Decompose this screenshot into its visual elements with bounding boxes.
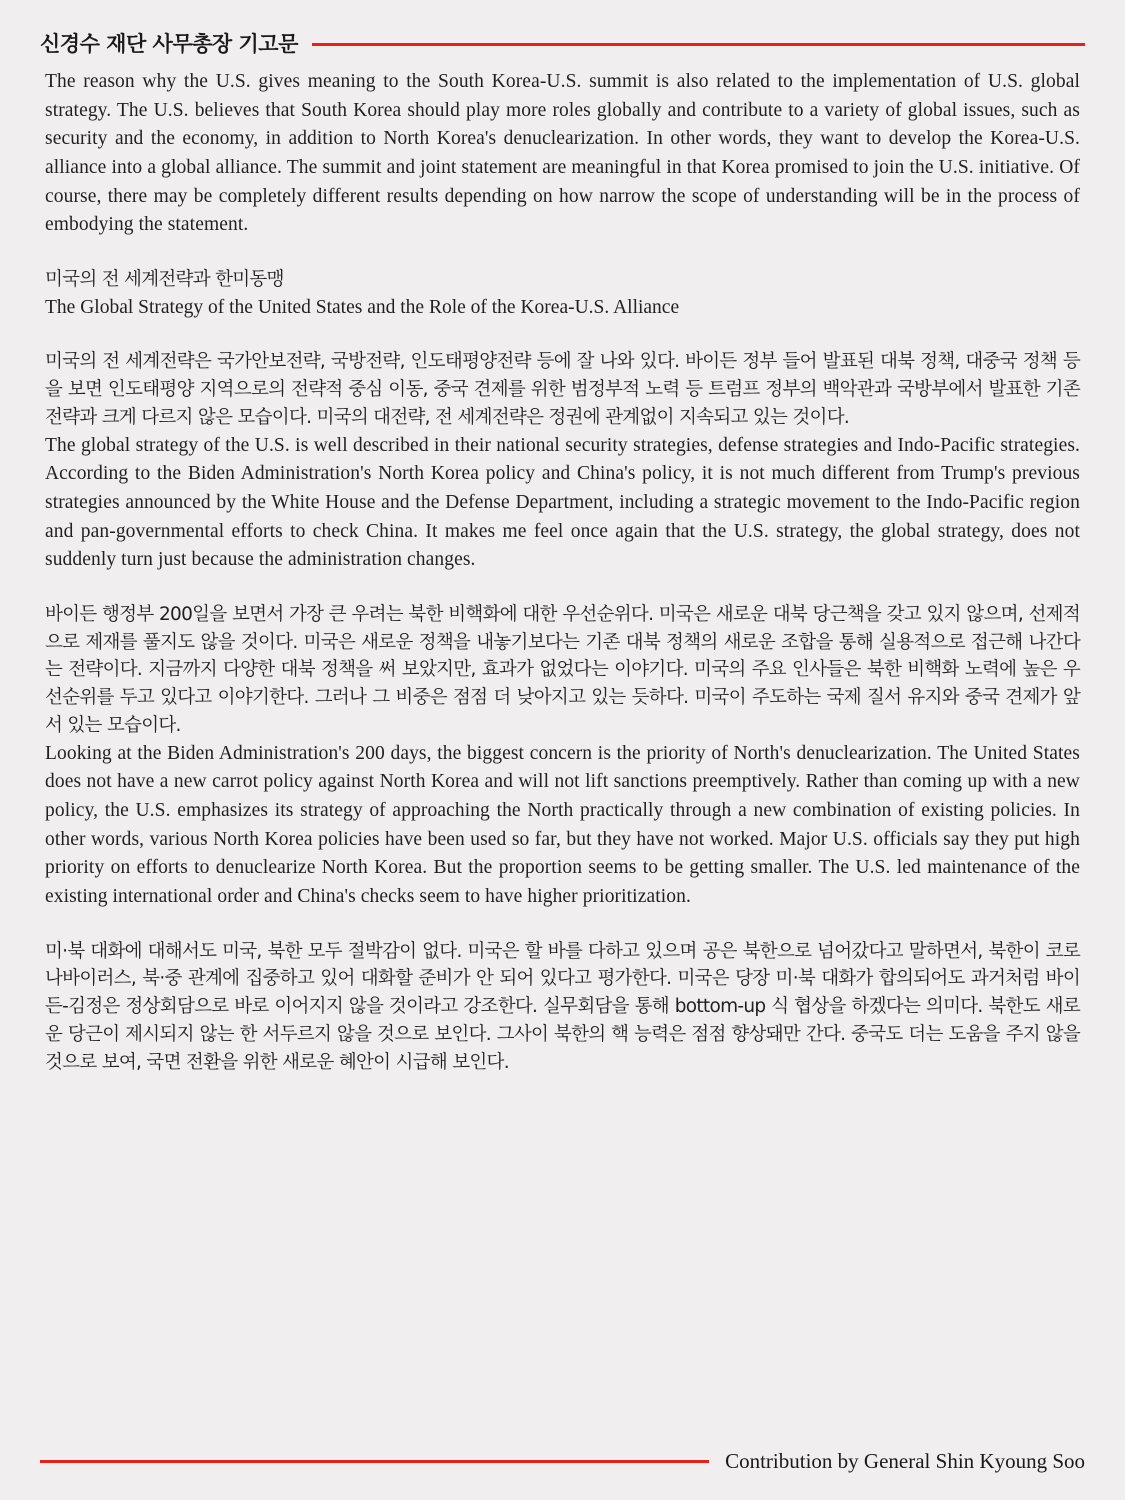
paragraph-intro-en: The reason why the U.S. gives meaning to the South Korea-U.S. summit is also related to the implementation of U.S. global strategy. The U.S. believes that South Korea should play more roles globally and contribute to a variety of global issues, such as security and the economy, in addition to North Korea's denuclearization. In other words, they want to develop the Korea-U.S. alliance into a global alliance. The summit and joint statement are meaningful in that Korea promised to join the U.S. initiative. Of course, there may be completely different results depending on how narrow the scope of understanding will be in the process of embodying the statement.	[45, 71, 1080, 236]
document-header	[40, 28, 1085, 58]
spacer	[45, 575, 1080, 601]
page-title: 신경수 재단 사무총장 기고문	[40, 32, 298, 56]
paragraph-1-en: The global strategy of the U.S. is well described in their national security strategies, defense strategies and Indo-Pacific strategies. According to the Biden Administration's North Korea policy and China's policy, it is not much different from Trump's previous strategies announced by the White House and the Defense Department, including a strategic movement to the Indo-Pacific region and pan-governmental efforts to check China. It makes me feel once again that the U.S. strategy, the global strategy, does not suddenly turn just because the administration changes.	[45, 434, 1080, 571]
paragraph-2-ko: 바이든 행정부 200일을 보면서 가장 큰 우려는 북한 비핵화에 대한 우선순위다. 미국은 새로운 대북 당근책을 갖고 있지 않으며, 선제적으로 제재를 풀지도 않을 것이다. 미국은 새로운 정책을 내놓기보다는 기존 대북 정책의 새로운 조합을 통해 실용적으로 접근해 나간다는 전략이다. 지금까지 다양한 대북 정책을 써 보았지만, 효과가 없었다는 이야기다. 미국의 주요 인사들은 북한 비핵화 노력에 높은 우선순위를 두고 있다고 이야기한다. 그러나 그 비중은 점점 더 낮아지고 있는 듯하다. 미국이 주도하는 국제 질서 유지와 중국 견제가 앞서 있는 모습이다.	[45, 603, 1080, 736]
spacer	[45, 240, 1080, 266]
header-divider	[312, 43, 1085, 46]
document-footer	[40, 1449, 1085, 1474]
spacer	[45, 912, 1080, 938]
paragraph-2-en: Looking at the Biden Administration's 200 days, the biggest concern is the priority of North's denuclearization. The United States does not have a new carrot policy against North Korea and will not lift sanctions preemptively. Rather than coming up with a new policy, the U.S. emphasizes its strategy of approaching the North practically through a new combination of existing policies. In other words, various North Korea policies have been used so far, but they have not worked. Major U.S. officials say they put high priority on efforts to denuclearize North Korea. But the proportion seems to be getting smaller. The U.S. led maintenance of the existing international order and China's checks seem to have higher prioritization.	[45, 742, 1080, 907]
contribution-credit: Contribution by General Shin Kyoung Soo	[725, 1449, 1085, 1473]
section-subheading-ko: 미국의 전 세계전략과 한미동맹	[45, 268, 284, 290]
paragraph-3-ko: 미·북 대화에 대해서도 미국, 북한 모두 절박감이 없다. 미국은 할 바를 다하고 있으며 공은 북한으로 넘어갔다고 말하면서, 북한이 코로나바이러스, 북·중 관계에 집중하고 있어 대화할 준비가 안 되어 있다고 평가한다. 미국은 당장 미·북 대화가 합의되어도 과거처럼 바이든-김정은 정상회담으로 바로 이어지지 않을 것이라고 강조한다. 실무회담을 통해 bottom-up 식 협상을 하겠다는 의미다. 북한도 새로운 당근이 제시되지 않는 한 서두르지 않을 것으로 보인다. 그사이 북한의 핵 능력은 점점 향상돼만 간다. 중국도 더는 도움을 주지 않을 것으로 보여, 국면 전환을 위한 새로운 혜안이 시급해 보인다.	[45, 940, 1080, 1073]
footer-divider	[40, 1460, 709, 1463]
paragraph-1-ko: 미국의 전 세계전략은 국가안보전략, 국방전략, 인도태평양전략 등에 잘 나와 있다. 바이든 정부 들어 발표된 대북 정책, 대중국 정책 등을 보면 인도태평양 지역으로의 전략적 중심 이동, 중국 견제를 위한 범정부적 노력 등 트럼프 정부의 백악관과 국방부에서 발표한 기존 전략과 크게 다르지 않은 모습이다. 미국의 대전략, 전 세계전략은 정권에 관계없이 지속되고 있는 것이다.	[45, 351, 1080, 428]
spacer	[45, 322, 1080, 348]
section-subheading-en: The Global Strategy of the United States and the Role of the Korea-U.S. Alliance	[45, 296, 680, 318]
document-body	[40, 68, 1085, 1076]
